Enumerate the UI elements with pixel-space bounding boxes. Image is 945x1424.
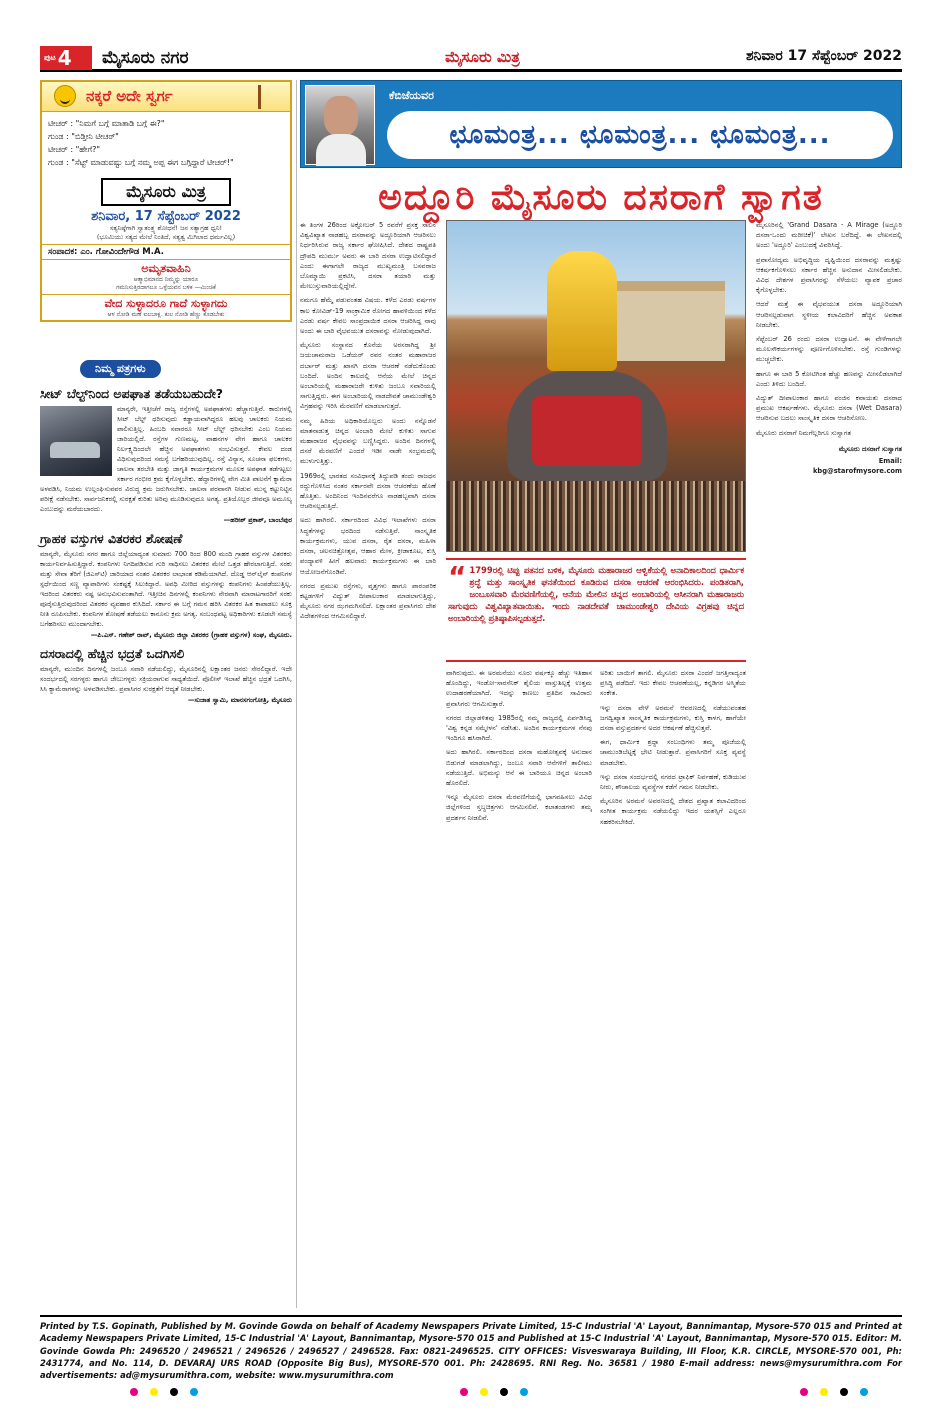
yellow-dot — [150, 1388, 158, 1396]
letter-title: ಗ್ರಾಹಕ ವಸ್ತುಗಳ ವಿತರಕರ ಶೋಷಣೆ — [40, 531, 183, 546]
black-dot — [170, 1388, 178, 1396]
letter-body: ಮಾನ್ಯರೇ, ಮುಂದಿನ ದಿನಗಳಲ್ಲಿ ಜಂಬೂ ಸವಾರಿ ನಡೆಯಲಿದ್ದು, ಮೈಸೂರಿನಲ್ಲಿ ಲಕ್ಷಾಂತರ ಜನರು ಸೇರಲಿದ್ದಾರೆ. ಇದೇ ಸಂದರ್ಭದಲ್ಲಿ ಸರಗಳ್ಳರು ಹಾಗೂ ಜೇಬುಗಳ್ಳರು ಸಕ್ರಿಯರಾಗುವ ಸಾಧ್ಯತೆಯಿದೆ. ಪೊಲೀಸ್ ಇಲಾಖೆ ಹೆಚ್ಚಿನ ಭದ್ರತೆ ಒದಗಿಸಿ, ಸಿಸಿ ಕ್ಯಾಮೆರಾಗಳನ್ನು ಅಳವಡಿಸಬೇಕು. ಪ್ರವಾಸಿಗರ ಸುರಕ್ಷತೆಗೆ ಆದ್ಯತೆ ನೀಡಬೇಕು. — [40, 665, 292, 693]
letter-body: ಮಾನ್ಯರೇ, ಮೈಸೂರು ನಗರ ಹಾಗೂ ಜಿಲ್ಲೆಯಾದ್ಯಂತ ಸುಮಾರು 700 ರಿಂದ 800 ಮಂದಿ ಗ್ರಾಹಕ ವಸ್ತುಗಳ ವಿತರಕರು ಕಾರ್ಯನಿರ್ವಹಿಸುತ್ತಿದ್ದಾರೆ. ಕಂಪನಿಗಳು ನಿಗದಿಪಡಿಸುವ ಗುರಿ ಸಾಧಿಸಲು ವಿತರಕರ ಮೇಲೆ ಒತ್ತಡ ಹೇರಲಾಗುತ್ತಿದೆ. ಸರಕು ಮತ್ತು ಸೇವಾ ತೆರಿಗೆ (ಜಿಎಸ್‌ಟಿ) ಜಾರಿಯಾದ ನಂತರ ವಿತರಕರ ಲಾಭಾಂಶ ಕಡಿಮೆಯಾಗಿದೆ. ದೊಡ್ಡ ಆನ್‌ಲೈನ್ ಕಂಪನಿಗಳ ಸ್ಪರ್ಧೆಯಿಂದ ಸಣ್ಣ ವ್ಯಾಪಾರಿಗಳು ಸಂಕಷ್ಟಕ್ಕೆ ಸಿಲುಕಿದ್ದಾರೆ. ಅವಧಿ ಮೀರಿದ ವಸ್ತುಗಳನ್ನು ಕಂಪನಿಗಳು ಹಿಂಪಡೆಯುತ್ತಿಲ್ಲ. ಇದರಿಂದ ವಿತರಕರು ನಷ್ಟ ಅನುಭವಿಸುವಂತಾಗಿದೆ. ಇತ್ತೀಚಿನ ದಿನಗಳಲ್ಲಿ ಕಂಪನಿಗಳು ನೇರವಾಗಿ ಮಾರಾಟಗಾರರಿಗೆ ಸರಕು ಪೂರೈಸುತ್ತಿರುವುದರಿಂದ ವಿತರಕರ ವ್ಯವಹಾರ ಕುಸಿದಿದೆ. ಸರ್ಕಾರ ಈ ಬಗ್ಗೆ ಗಮನ ಹರಿಸಿ ವಿತರಕರ ಹಿತ ಕಾಪಾಡಲು ಸೂಕ್ತ ನೀತಿ ರೂಪಿಸಬೇಕು. ಕಂಪನಿಗಳ ಶೋಷಣೆ ತಡೆಯಲು ಕಾನೂನು ಕ್ರಮ ಅಗತ್ಯ. ಸಂಬಂಧಪಟ್ಟ ಅಧಿಕಾರಿಗಳು ಕೂಡಲೇ ಸಮಸ್ಯೆ ಬಗೆಹರಿಸಲು ಮುಂದಾಗಬೇಕು. — [40, 550, 292, 628]
print-registration-marks — [40, 1388, 902, 1398]
article-column-4 — [756, 220, 902, 1300]
paragraph: ಪ್ರವಾಸೋದ್ಯಮ ಅಭಿವೃದ್ಧಿಯ ದೃಷ್ಟಿಯಿಂದ ದಸರಾವನ್ನು ಮತ್ತಷ್ಟು ಆಕರ್ಷಕಗೊಳಿಸಲು ಸರ್ಕಾರ ಹೆಚ್ಚಿನ ಅನುದಾನ ಮೀಸಲಿಡಬೇಕು. ವಿವಿಧ ದೇಶಗಳ ಪ್ರವಾಸಿಗರನ್ನು ಸೆಳೆಯಲು ವ್ಯಾಪಕ ಪ್ರಚಾರ ಕೈಗೊಳ್ಳಬೇಕು. — [756, 255, 902, 295]
paragraph: ಇನ್ನು ದಸರಾ ವೇಳೆ ಅರಮನೆ ಆವರಣದಲ್ಲಿ ನಡೆಯುವಂತಹ ಜಗದ್ವಿಖ್ಯಾತ ಸಾಂಸ್ಕೃತಿಕ ಕಾರ್ಯಕ್ರಮಗಳು, ಕುಸ್ತಿ ಕಾಳಗ, ಹಾಗೆಯೇ ದಸರಾ ವಸ್ತುಪ್ರದರ್ಶನ ಅದರ ಆಕರ್ಷಣೆ ಹೆಚ್ಚಿಸುತ್ತವೆ. — [600, 703, 746, 733]
black-dot — [840, 1388, 848, 1396]
page-number-badge: $^{ಪುಟ}$ 4 — [40, 46, 92, 70]
letters-section-title: ನಿಮ್ಮ ಪತ್ರಗಳು — [80, 360, 161, 378]
paragraph: 1969ರಲ್ಲಿ ಭಾರತದ ಸಂವಿಧಾನಕ್ಕೆ ತಿದ್ದುಪಡಿ ತಂದು ರಾಜಧನ ರದ್ದುಗೊಳಿಸಿದ ನಂತರ ಸರ್ಕಾರವೇ ದಸರಾ ಆಚರಣೆಯ ಹೊಣೆ ಹೊತ್ತಿತು. ಅಂದಿನಿಂದ ಇಂದಿನವರೆಗೂ ನಾಡಹಬ್ಬವಾಗಿ ದಸರಾ ಆಚರಿಸಲ್ಪಡುತ್ತಿದೆ. — [300, 471, 436, 511]
letter-signature: —ಹರೀಶ್ ಪ್ರಕಾಶ್, ಬಾಂಬೆಪುರ — [223, 516, 292, 524]
section-name: ಮೈಸೂರು ನಗರ — [102, 48, 189, 68]
letter-signature: —ಪಿ.ಎಸ್. ಗಣೇಶ್ ರಾವ್, ಮೈಸೂರು ಜಿಲ್ಲಾ ವಿತರಕರ (ಗ್ರಾಹಕ ವಸ್ತುಗಳ) ಸಂಘ, ಮೈಸೂರು. — [90, 631, 292, 639]
paragraph: ಇನ್ನೂ ಮೈಸೂರು ದಸರಾ ಮೆರವಣಿಗೆಯಲ್ಲಿ ಭಾಗವಹಿಸಲು ವಿವಿಧ ಜಿಲ್ಲೆಗಳಿಂದ ಸ್ತಬ್ಧಚಿತ್ರಗಳು ಆಗಮಿಸಲಿವೆ. ಕಲಾತಂಡಗಳು ತಮ್ಮ ಪ್ರದರ್ಶನ ನೀಡಲಿವೆ. — [446, 793, 592, 822]
issue-date: ಶನಿವಾರ 17 ಸೆಪ್ಟೆಂಬರ್ 2022 — [745, 48, 902, 64]
author-email[interactable]: kbg@starofmysore.com — [812, 467, 902, 476]
dasara-photo — [446, 220, 746, 552]
paragraph: ವಾಗಿರುವುದು. ಈ ಅರಮನೆಯು ನೂರು ವರ್ಷಕ್ಕೂ ಹೆಚ್ಚು ಇತಿಹಾಸ ಹೊಂದಿದ್ದು, ಇಂಡೋ-ಸಾರಸೆನಿಕ್ ಶೈಲಿಯ ವಾಸ್ತುಶಿಲ್ಪಕ್ಕೆ ಉತ್ತಮ ಉದಾಹರಣೆಯಾಗಿದೆ. ಇದನ್ನು ಕಾಣಲು ಪ್ರತಿದಿನ ಸಾವಿರಾರು ಪ್ರವಾಸಿಗರು ಆಗಮಿಸುತ್ತಾರೆ. — [446, 669, 592, 708]
nakkare-title: ನಕ್ಕರೆ ಅದೇ ಸ್ವರ್ಗ — [86, 87, 173, 105]
paragraph: ನಗರದ ಜಿಲ್ಲಾಡಳಿತವು 1985ರಲ್ಲಿ ನಮ್ಮ ರಾಜ್ಯದಲ್ಲಿ ಏರ್ಪಡಿಸಿದ್ದ 'ವಿಶ್ವ ಕನ್ನಡ ಸಮ್ಮೇಳನ' ನಡೆಸಿತು. ಅಂದಿನ ಕಾರ್ಯಕ್ರಮಗಳ ನೆನಪು ಇಂದಿಗೂ ಹಸಿರಾಗಿದೆ. — [446, 713, 592, 743]
paragraph: ಇನ್ನು ದಸರಾ ಸಂದರ್ಭದಲ್ಲಿ ನಗರದ ಟ್ರಾಫಿಕ್ ನಿರ್ವಹಣೆ, ಕುಡಿಯುವ ನೀರು, ಶೌಚಾಲಯ ವ್ಯವಸ್ಥೆಗಳ ಕಡೆಗೆ ಗಮನ ನೀಡಬೇಕು. — [600, 772, 746, 792]
magenta-dot — [460, 1388, 468, 1396]
tagline-1: ಸತ್ಯನಿಷ್ಠೆಗಾಗಿ ಸ್ವಾತಂತ್ರ್ಯ ಶೋಧನೆ! ಜನ ಸತ್ಯಾಗ್ರಹ ಧ್ವನಿ! — [109, 224, 223, 232]
email-label: Email: — [878, 457, 902, 466]
paragraph: ಮೈಸೂರು ಸಂಸ್ಥಾನದ ಕೊನೆಯ ಅರಸರಾಗಿದ್ದ ಶ್ರೀ ಜಯಚಾಮರಾಜ ಒಡೆಯರ್ ರವರ ನಂತರ ಮಹಾರಾಜರ ದರ್ಬಾರ್ ಮತ್ತು ಖಾಸಗಿ ದಸರಾ ಆಚರಣೆ ನಡೆದುಕೊಂಡು ಬಂದಿದೆ. ಅಂದಿನ ಕಾಲದಲ್ಲಿ ಆನೆಯ ಮೇಲೆ ಚಿನ್ನದ ಅಂಬಾರಿಯಲ್ಲಿ ಮಹಾರಾಜರೇ ಕುಳಿತು ಜಂಬೂ ಸವಾರಿಯಲ್ಲಿ ಸಾಗುತ್ತಿದ್ದರು. ಈಗ ಅಂಬಾರಿಯಲ್ಲಿ ನಾಡದೇವತೆ ಚಾಮುಂಡೇಶ್ವರಿ ವಿಗ್ರಹವನ್ನು ಇರಿಸಿ ಮೆರವಣಿಗೆ ಮಾಡಲಾಗುತ್ತದೆ. — [300, 341, 436, 411]
paragraph: ನಮಗೂ ಹೆಮ್ಮೆ ಪಡುವಂತಹ ವಿಷಯ. ಕಳೆದ ಎರಡು ವರ್ಷಗಳ ಕಾಲ ಕೋವಿಡ್-19 ಸಾಂಕ್ರಾಮಿಕ ರೋಗದ ಹಾವಳಿಯಿಂದ ಕಳೆದ ಎರಡು ವರ್ಷ ಕೇವಲ ಸಾಂಪ್ರದಾಯಿಕ ದಸರಾ ಆಚರಿಸಿದ್ದ ನಾವು ಅಂದು ಈ ಬಾರಿ ವೈಭವಯುತ ದಸರಾವನ್ನು ನೋಡುವುದಾಗಿದೆ. — [300, 296, 436, 336]
paragraph: ವಿದ್ಯುತ್ ದೀಪಾಲಂಕಾರ ಹಾಗೂ ಪಂಜಿನ ಕವಾಯತು ದಸರಾದ ಪ್ರಮುಖ ಆಕರ್ಷಣೆಗಳು. ಮೈಸೂರು ದಸರಾ (Wet Dasara) ಆಚರಿಸುವ ಬದಲು ಸಾಂಸ್ಕೃತಿಕ ದಸರಾ ಆಚರಿಸೋಣ. — [756, 394, 902, 423]
scarecrow-icon — [258, 85, 280, 109]
paragraph: ಸೆಪ್ಟೆಂಬರ್ 26 ರಂದು ದಸರಾ ಉದ್ಘಾಟನೆ. ಈ ವೇಳೆಗಾಗಲೇ ಮೂಲಸೌಕರ್ಯಗಳನ್ನು ಪೂರ್ಣಗೊಳಿಸಬೇಕು. ರಸ್ತೆ ಗುಂಡಿಗಳನ್ನು ಮುಚ್ಚಬೇಕು. — [756, 335, 902, 364]
paragraph: ನಗರದ ಪ್ರಮುಖ ರಸ್ತೆಗಳು, ವೃತ್ತಗಳು ಹಾಗೂ ಪಾರಂಪರಿಕ ಕಟ್ಟಡಗಳಿಗೆ ವಿದ್ಯುತ್ ದೀಪಾಲಂಕಾರ ಮಾಡಲಾಗುತ್ತಿದ್ದು, ಮೈಸೂರು ನಗರ ಝಗಮಗಿಸಲಿದೆ. ಲಕ್ಷಾಂತರ ಪ್ರವಾಸಿಗರು ದೇಶ ವಿದೇಶಗಳಿಂದ ಆಗಮಿಸಲಿದ್ದಾರೆ. — [300, 581, 436, 621]
proverb-title: ವೇದ ಸುಳ್ಳಾದರೂ ಗಾದೆ ಸುಳ್ಳಾಗದು — [42, 294, 290, 311]
paragraph: ಅದು ಹಾಗಿರಲಿ. ಸರ್ಕಾರದಿಂದ ವಿವಿಧ ಇಲಾಖೆಗಳು ದಸರಾ ಸಿದ್ಧತೆಗಳನ್ನು ಭರದಿಂದ ನಡೆಸುತ್ತಿವೆ. ಸಾಂಸ್ಕೃತಿಕ ಕಾರ್ಯಕ್ರಮಗಳು, ಯುವ ದಸರಾ, ರೈತ ದಸರಾ, ಮಹಿಳಾ ದಸರಾ, ಚಲನಚಿತ್ರೋತ್ಸವ, ಆಹಾರ ಮೇಳ, ಕ್ರೀಡಾಕೂಟ, ಕುಸ್ತಿ ಪಂದ್ಯಾವಳಿ ಹೀಗೆ ಹಲವಾರು ಕಾರ್ಯಕ್ರಮಗಳು ಈ ಬಾರಿ ಆಯೋಜನೆಗೊಂಡಿವೆ. — [300, 516, 436, 576]
magenta-dot — [800, 1388, 808, 1396]
joke-lines — [42, 112, 290, 174]
masthead-small: ಮೈಸೂರು ಮಿತ್ರ — [445, 48, 520, 66]
tagline-2: (ಭೂಮಿಯು ಸತ್ಯದ ಮೇಲೆ ನಿಂತಿದೆ, ಸತ್ಯತ್ವ ಮಿಗಿಲಾದ ಧರ್ಮವಿಲ್ಲ) — [96, 233, 236, 241]
yellow-dot — [480, 1388, 488, 1396]
paragraph: ಮೈಸೂರು ದಸರಾಗೆ ನಿಮಗೆಲ್ಲರಿಗೂ ಸುಸ್ವಾಗತ — [756, 428, 852, 437]
smiley-icon — [54, 85, 76, 107]
crowd-shape — [447, 481, 745, 551]
editor-line: ಸಂಪಾದಕ: ಎಂ. ಗೋವಿಂದೇಗೌಡ M.A. — [42, 244, 290, 259]
proverb-sub: ಆಳ ನೋಡಿ ಮಣೆ ಐಲಬಾಕ್ಲ. ಕುಲ ನೋಡಿ ಹೆಣ್ಣು ಕೊಡಬೇಕು — [107, 311, 225, 318]
amruta-line-1: ಆತ್ಮಾಭಿಮಾನದ ನಿಮ್ಮನ್ನು ಯಾರೂ — [133, 276, 199, 283]
column-title: ಛೂಮಂತ್ರ... ಛೂಮಂತ್ರ... ಛೂಮಂತ್ರ... — [387, 111, 893, 159]
article-column-3 — [600, 668, 746, 1298]
joke-line: ಟೀಚರ್ : "ನಿಮಗೆ ಬಗ್ಗೆ ಮಾತಾಡಿ ಬಗ್ಗೆ ಈ?" — [48, 119, 165, 128]
palace-shape — [615, 281, 725, 361]
paragraph: ಮೈಸೂರಿನಲ್ಲಿ 'Grand Dasara - A Mirage (ಅದ್ದೂರಿ ದಸರಾ-ಒಂದು ಮರೀಚಿಕೆ)' ಲೇಖನ ಬರೆದಿದ್ದೆ. ಈ ಲೇಖನದಲ್ಲಿ ಅಂದು 'ಅದ್ದೂರಿ' ಎಂಬುದಕ್ಕೆ ವಿವರಿಸಿದ್ದೆ. — [756, 221, 902, 250]
paragraph: ಆದರೆ ಮತ್ತೆ ಈ ವೈಭವಯುತ ದಸರಾ ಅದ್ದೂರಿಯಾಗಿ ಆಚರಿಸಲ್ಪಡುವಾಗ ಸ್ಥಳೀಯ ಕಲಾವಿದರಿಗೆ ಹೆಚ್ಚಿನ ಅವಕಾಶ ನೀಡಬೇಕು. — [756, 300, 902, 329]
paragraph: ಈಗ, ಧಾರ್ಮಿಕ ಶ್ರದ್ಧಾ ಸಂಬಂಧಿಗಳು ತಮ್ಮ ಪೂಜೆಯಲ್ಲಿ ಚಾಮುಂಡಿಬೆಟ್ಟಕ್ಕೆ ಭೇಟಿ ನೀಡುತ್ತಾರೆ. ಪ್ರವಾಸಿಗರಿಗೆ ಸೂಕ್ತ ವ್ಯವಸ್ಥೆ ಮಾಡಬೇಕು. — [600, 738, 746, 767]
paragraph: ಅರಿತು ಬಾಯಿಗೆ ತಾಗಲಿ. ಮೈಸೂರು ದಸರಾ ಎಂದರೆ ಜಗತ್ತಿನಾದ್ಯಂತ ಪ್ರಸಿದ್ಧಿ ಪಡೆದಿದೆ. ಇದು ಕೇವಲ ಆಚರಣೆಯಲ್ಲ, ಕನ್ನಡಿಗರ ಅಸ್ಮಿತೆಯ ಸಂಕೇತ. — [600, 669, 746, 698]
main-article — [300, 80, 902, 826]
nakkare-title-bar — [42, 82, 290, 112]
magenta-dot — [130, 1388, 138, 1396]
article-column-1 — [300, 220, 436, 1300]
cyan-dot — [520, 1388, 528, 1396]
cyan-dot — [190, 1388, 198, 1396]
masthead-logo: ಮೈಸೂರು ಮಿತ್ರ — [101, 178, 231, 206]
column-divider — [296, 80, 297, 1308]
paragraph: ಈ ತಿಂಗಳ 26ರಿಂದ ಅಕ್ಟೋಬರ್ 5 ರವರೆಗೆ ಪ್ರಸಕ್ತ ಸಾಲಿನ ವಿಶ್ವವಿಖ್ಯಾತ ನಾಡಹಬ್ಬ ದಸರಾವನ್ನು ಅದ್ದೂರಿಯಾಗಿ ಆಚರಿಸಲು ನಿರ್ಧರಿಸಿರುವ ರಾಜ್ಯ ಸರ್ಕಾರ ಘೋಷಿಸಿದೆ. ದೇಶದ ರಾಷ್ಟ್ರಪತಿ ದ್ರೌಪದಿ ಮುರ್ಮು ಅವರು ಈ ಬಾರಿ ದಸರಾ ಉದ್ಘಾಟಿಸಲಿದ್ದಾರೆ ಎಂದು ಈಗಾಗಲೇ ರಾಜ್ಯದ ಮುಖ್ಯಮಂತ್ರಿ ಬಸವರಾಜ ಬೊಮ್ಮಾಯಿ ಪ್ರಕಟಿಸಿ, ದಸರಾ ತಯಾರಿ ಮತ್ತು ಮೇಲುಸ್ತುವಾರಿಯಲ್ಲಿದ್ದೇನೆ. — [300, 221, 436, 291]
paragraph: ಅದು ಹಾಗಿರಲಿ. ಸರ್ಕಾರದಿಂದ ದಸರಾ ಮಹೋತ್ಸವಕ್ಕೆ ಅನುದಾನ ಬಿಡುಗಡೆ ಮಾಡಲಾಗಿದ್ದು, ಜಂಬೂ ಸವಾರಿ ಆನೆಗಳಿಗೆ ತಾಲೀಮು ನಡೆಯುತ್ತಿದೆ. ಅಭಿಮನ್ಯು ಆನೆ ಈ ಬಾರಿಯೂ ಚಿನ್ನದ ಅಂಬಾರಿ ಹೊರಲಿದೆ. — [446, 748, 592, 788]
pull-quote: “ 1799ರಲ್ಲಿ ಟಿಪ್ಪು ಪತನದ ಬಳಿಕ, ಮೈಸೂರು ಮಹಾರಾಜರ ಆಳ್ವಿಕೆಯಲ್ಲಿ ಅನಾದಿಕಾಲದಿಂದ ಧಾರ್ಮಿಕ ಶ್ರದ್ಧೆ ಮತ್ತು ಸಾಂಸ್ಕೃತಿಕ ಘನತೆಯಿಂದ ಕೂಡಿರುವ ದಸರಾ ಆಚರಣೆ ಆರಂಭಿಸಿದರು. ಪಂಡಿತರಾಗಿ, ಜಂಬೂಸವಾರಿ ಮೆರವಣಿಗೆಯಲ್ಲಿ, ಆನೆಯ ಮೇಲಿನ ಚಿನ್ನದ ಅಂಬಾರಿಯಲ್ಲಿ ಆಸೀನರಾಗಿ ಮಹಾರಾಜರು ಸಾಗುವುದು ವಿಶ್ವವಿಖ್ಯಾತವಾಯಿತು. ಇಂದು ನಾಡದೇವತೆ ಚಾಮುಂಡೇಶ್ವರಿ ದೇವಿಯ ವಿಗ್ರಹವು ಚಿನ್ನದ ಅಂಬಾರಿಯಲ್ಲಿ ಪ್ರತಿಷ್ಠಾಪಿಸಲ್ಪಡುತ್ತದೆ. — [446, 558, 746, 662]
article-column-2 — [446, 668, 592, 1298]
paragraph: ಹಾಗೂ ಈ ಬಾರಿ 5 ಕೋಟಿಗಿಂತ ಹೆಚ್ಚು ಹಣವನ್ನು ಮೀಸಲಿಡಲಾಗಿದೆ ಎಂದು ತಿಳಿದು ಬಂದಿದೆ. — [756, 369, 902, 388]
article-headline: ಅದ್ದೂರಿ ಮೈಸೂರು ದಸರಾಗೆ ಸ್ವಾಗತ — [378, 177, 824, 218]
masthead-date: ಶನಿವಾರ, 17 ಸೆಪ್ಟೆಂಬರ್ 2022 — [91, 209, 241, 224]
imprint-footer: Printed by T.S. Gopinath, Published by M. Govinde Gowda on behalf of Academy Newspapers Private Limited, 15-C Industrial 'A' Layout, Bannimantap, Mysore-570 015 and Printed at Academy Newspapers Private Limited, 15-C Industrial 'A' Layout, Bannimantap, Mysore-570 015 and Published at 15-C Industrial 'A' Layout, Bannimantap, Mysore-570 015. Editor: M. Govinde Gowda Ph: 2496520 / 2496521 / 2496526 / 2496527 / 2496528. Fax: 0821-2496525. CITY OFFICES: Visveswaraya Building, III Floor, K.R. CIRCLE, MYSORE-570 001, Ph: 2431774, and No. 114, D. DEVARAJ URS ROAD (Opposite Big Bus), MYSORE-570 001. Ph: 2428695. RNI Reg. No. 36581 / 1980 E-mail address: news@mysurumithra.com For advertisements: ad@mysurumithra.com, website: www.mysurumithra.com — [40, 1315, 902, 1379]
letters-column — [40, 384, 292, 711]
article-signoff: ಮೈಸೂರು ದಸರಾಗೆ ಸುಸ್ವಾಗತ — [838, 444, 902, 453]
letter-signature: —ಸುಜಾತ ಸ್ವಾಮಿ, ಮಾನಸಗಂಗೋತ್ರಿ, ಮೈಸೂರು — [187, 696, 292, 704]
joke-line: ಗುಂಡ : "ಬಿಡ್ತೀನಿ ಟೀಚರ್" — [48, 132, 119, 141]
joke-line: ಟೀಚರ್ : "ಹೇಗೆ?" — [48, 145, 101, 154]
golden-howdah — [547, 251, 617, 371]
column-banner — [300, 80, 902, 168]
yellow-dot — [820, 1388, 828, 1396]
paragraph: ನಮ್ಮ ಹಿರಿಯ ಅಧಿಕಾರಿಯೊಬ್ಬರು ಅಂದು ನನ್ನೊಡನೆ ಮಾತನಾಡುತ್ತ ಚಿನ್ನದ ಅಂಬಾರಿ ಮೇಲೆ ಕುಳಿತು ಸಾಗುವ ಮಹಾರಾಜರ ವೈಭವವನ್ನು ಬಣ್ಣಿಸಿದ್ದರು. ಅಂದಿನ ದಿನಗಳಲ್ಲಿ ದಸರೆ ಮೆರವಣಿಗೆ ಎಂದರೆ ಇಡೀ ನಾಡೇ ಸಂಭ್ರಮದಲ್ಲಿ ಮುಳುಗುತ್ತಿತ್ತು. — [300, 416, 436, 466]
letters-section-tab — [40, 360, 292, 380]
car-photo — [40, 406, 112, 476]
cyan-dot — [860, 1388, 868, 1396]
columnist-photo — [305, 85, 375, 165]
left-column — [40, 80, 292, 322]
joke-line: ಗುಂಡ : "ಸೆಟ್ಟ್ ಮಾಡುವಷ್ಟು ಬಗ್ಗೆ ನಮ್ಮ ಅಪ್ಪ ಈಗ ಬಗ್ಗಿದ್ದಾರೆ ಟೀಚರ್!" — [48, 158, 234, 167]
quote-mark-icon: “ — [448, 560, 467, 593]
amruta-line-2: ಗಮನಿಸುತ್ತಿರದಾಗಲೂ ಒಳ್ಳೆಯವನ ಬಳಿಕ —ಮಿಂಚಿಕೆ — [116, 284, 216, 291]
letter-body: ಮಾನ್ಯರೇ, ಇತ್ತೀಚೆಗೆ ರಾಜ್ಯ ರಸ್ತೆಗಳಲ್ಲಿ ಅಪಘಾತಗಳು ಹೆಚ್ಚಾಗುತ್ತಿವೆ. ಕಾರುಗಳಲ್ಲಿ ಸೀಟ್ ಬೆಲ್ಟ್ ಧರಿಸುವುದು ಕಡ್ಡಾಯವಾಗಿದ್ದರೂ ಹಲವು ಚಾಲಕರು ನಿಯಮ ಪಾಲಿಸುತ್ತಿಲ್ಲ. ಹಿಂಬದಿ ಸವಾರರೂ ಸೀಟ್ ಬೆಲ್ಟ್ ಧರಿಸಬೇಕು ಎಂಬ ನಿಯಮ ಜಾರಿಯಲ್ಲಿದೆ. ರಸ್ತೆಗಳ ಗುಣಮಟ್ಟ, ವಾಹನಗಳ ವೇಗ ಹಾಗೂ ಚಾಲಕರ ನಿರ್ಲಕ್ಷ್ಯದಿಂದಲೇ ಹೆಚ್ಚಿನ ಅಪಘಾತಗಳು ಸಂಭವಿಸುತ್ತವೆ. ಕೇವಲ ದಂಡ ವಿಧಿಸುವುದರಿಂದ ಸಮಸ್ಯೆ ಬಗೆಹರಿಯುವುದಿಲ್ಲ. ರಸ್ತೆ ವಿನ್ಯಾಸ, ಸೂಚನಾ ಫಲಕಗಳು, ಚಾಲನಾ ತರಬೇತಿ ಮತ್ತು ಜಾಗೃತಿ ಕಾರ್ಯಕ್ರಮಗಳ ಮೂಲಕ ಅಪಘಾತ ತಡೆಗಟ್ಟಲು ಸರ್ಕಾರ ಗಂಭೀರ ಕ್ರಮ ಕೈಗೊಳ್ಳಬೇಕು. ಹೆದ್ದಾರಿಗಳಲ್ಲಿ ವೇಗ ಮಿತಿ ಪಾಲನೆಗೆ ಕ್ಯಾಮೆರಾ ಅಳವಡಿಸಿ, ನಿಯಮ ಉಲ್ಲಂಘಿಸುವವರ ವಿರುದ್ಧ ಕ್ರಮ ಜರುಗಿಸಬೇಕು. ಚಾಲನಾ ಪರವಾನಗಿ ನೀಡುವ ಮುನ್ನ ಕಟ್ಟುನಿಟ್ಟಿನ ಪರೀಕ್ಷೆ ನಡೆಸಬೇಕು. ಸಾರ್ವಜನಿಕರಲ್ಲಿ ಸುರಕ್ಷತೆ ಕುರಿತು ಅರಿವು ಮೂಡಿಸುವುದೂ ಅಗತ್ಯ. ಪ್ರತಿಯೊಬ್ಬರ ಜೀವವೂ ಅಮೂಲ್ಯ ಎಂಬುದನ್ನು ಮರೆಯಬಾರದು. — [40, 405, 292, 513]
letter-title: ಸೀಟ್ ಬೆಲ್ಟ್‌ನಿಂದ ಅಪಘಾತ ತಡೆಯಬಹುದೇ? — [40, 386, 224, 401]
columnist-byline: ಕೆಬಿಜೆಯವರ — [389, 89, 434, 102]
amruta-title: ಅಮೃತವಾಹಿನಿ — [42, 259, 290, 276]
paragraph: ಮೈಸೂರಿನ ಅರಮನೆ ಅವರಣದಲ್ಲಿ ದೇಶದ ಪ್ರಖ್ಯಾತ ಕಲಾವಿದರಿಂದ ಸಂಗೀತ ಕಾರ್ಯಕ್ರಮ ನಡೆಯಲಿದ್ದು ಇದರ ಯಶಸ್ಸಿಗೆ ಎಲ್ಲರೂ ಸಹಕರಿಸಬೇಕಿದೆ. — [600, 797, 746, 826]
letter-title: ದಸರಾದಲ್ಲಿ ಹೆಚ್ಚಿನ ಭದ್ರತೆ ಒದಗಿಸಲಿ — [40, 646, 185, 661]
page-header — [40, 44, 902, 72]
nakkare-box — [40, 80, 292, 322]
black-dot — [500, 1388, 508, 1396]
elephant-cloth — [532, 396, 642, 466]
